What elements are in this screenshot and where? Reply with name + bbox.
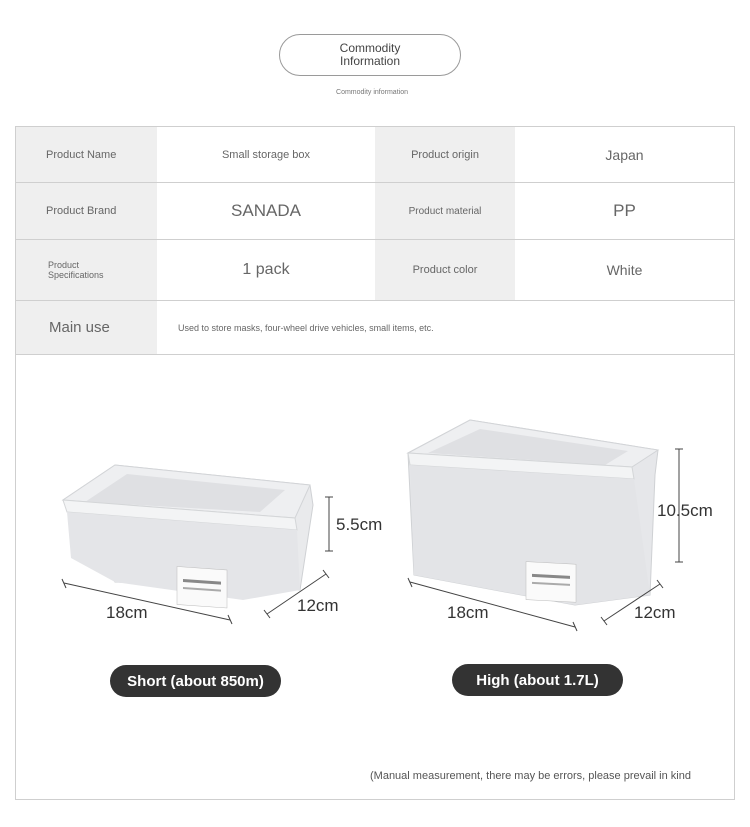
section-subtitle: Commodity information bbox=[336, 89, 408, 96]
main-use-label: Main use bbox=[16, 301, 157, 354]
product-spec-label-line2: Specifications bbox=[48, 270, 104, 280]
product-name-label: Product Name bbox=[16, 127, 157, 182]
product-spec-value: 1 pack bbox=[242, 261, 290, 278]
product-spec-label-line1: Product bbox=[48, 260, 80, 270]
high-height-label: 10.5cm bbox=[657, 501, 713, 520]
high-length-label: 18cm bbox=[447, 603, 489, 622]
short-width-label: 12cm bbox=[297, 596, 339, 615]
section-title-line2: Information bbox=[339, 54, 401, 68]
product-brand-value: SANADA bbox=[231, 201, 301, 220]
product-origin-value: Japan bbox=[605, 146, 644, 163]
high-width-label: 12cm bbox=[634, 603, 676, 622]
short-capacity-badge: Short (about 850m) bbox=[110, 665, 281, 697]
short-length-label: 18cm bbox=[106, 603, 148, 622]
product-material-value: PP bbox=[613, 201, 636, 220]
section-title-line1: Commodity bbox=[339, 41, 401, 55]
main-use-value: Used to store masks, four-wheel drive vehicles, small items, etc. bbox=[178, 322, 434, 333]
product-material-label: Product material bbox=[375, 183, 515, 239]
product-brand-label: Product Brand bbox=[16, 183, 157, 239]
measurement-note: (Manual measurement, there may be errors, please prevail in kind bbox=[370, 770, 691, 782]
high-capacity-badge: High (about 1.7L) bbox=[452, 664, 623, 696]
product-origin-label: Product origin bbox=[375, 127, 515, 182]
product-color-value: White bbox=[606, 262, 643, 278]
short-height-label: 5.5cm bbox=[336, 515, 383, 534]
product-color-label: Product color bbox=[375, 240, 515, 300]
product-name-value: Small storage box bbox=[221, 148, 311, 161]
